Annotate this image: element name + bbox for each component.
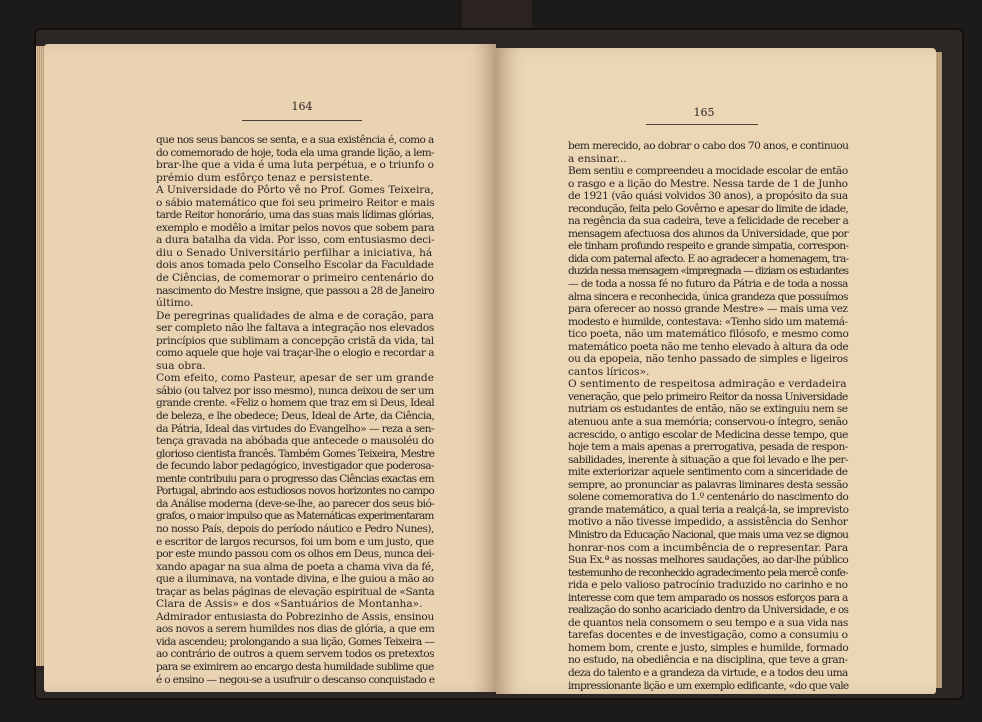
text-line: sempre, ao pronunciar as palavras liminares desta sessão [568, 478, 848, 491]
text-line: de Ciências, de comemorar o primeiro centenário do [156, 272, 434, 285]
right-page [496, 48, 936, 694]
text-line: tença gravada na abóbada que antecede o mausoléu do [156, 435, 434, 448]
left-page-number: 164 [291, 100, 313, 113]
text-line: Portugal, abrindo aos estudiosos novos horizontes no campo [156, 485, 434, 498]
left-page-body [156, 134, 434, 686]
text-line: traçar as belas páginas de elevação espiritual de «Santa [156, 585, 435, 598]
text-line: de 1921 (vão quási volvidos 30 anos), a propósito da sua [568, 190, 848, 203]
text-line: de fecundo labor pedagógico, investigador que poderosa- [156, 460, 434, 473]
text-line: De peregrinas qualidades de alma e de coração, para [156, 309, 434, 322]
text-line: impressionante lição e um exemplo edificante, «do que vale [568, 679, 849, 692]
left-page [44, 44, 496, 692]
text-line: deza do talento e a grandeza da virtude, e a todos deu uma [568, 666, 848, 679]
text-line: acrescido, o antigo escolar de Medicina desse tempo, que [568, 428, 848, 441]
text-line: veneração, que pelo primeiro Reitor da nossa Universidade [568, 390, 848, 403]
text-line: interesse com que tem amparado os nossos esforços para a [568, 591, 848, 604]
right-page-body [568, 140, 848, 692]
text-line: recondução, feita pelo Govêrno e apesar do limite de idade, [568, 202, 849, 215]
text-line: solene comemorativa do 1.º centenário do nascimento do [568, 491, 849, 504]
text-line: — de toda a nossa fé no futuro da Pátria e de toda a nossa [568, 278, 848, 291]
text-line: mensagem afectuosa dos alunos da Universidade, que por [568, 227, 848, 240]
text-line: glorioso cientista francês. Também Gomes Teixeira, Mestre [156, 447, 435, 460]
text-line: A Universidade do Pôrto vê no Prof. Gomes Teixeira, [156, 184, 434, 197]
text-line: tarde Reitor honorário, uma das suas mais lídimas glórias, [156, 209, 434, 222]
text-line: testemunho de reconhecido agradecimento pela mercê confe- [568, 566, 848, 579]
text-line: do comemorado de hoje, toda ela uma grande lição, a lem- [156, 146, 434, 159]
text-line: tico poeta, não um matemático filósofo, e mesmo como [568, 328, 849, 341]
text-line: ser completo não lhe faltava a integração nos elevados [156, 322, 434, 335]
text-line: que a iluminava, na vontade divina, e lhe guiou a mão ao [156, 573, 434, 586]
text-line: Sua Ex.ª as nossas melhores saudações, ao dar-lhe público [568, 554, 849, 567]
text-line: nascimento do Mestre insigne, que passou a 28 de Janeiro [156, 284, 434, 297]
text-line: ou da epopeia, não tenho passado de simples e ligeiros [568, 353, 848, 366]
right-header-rule [646, 124, 758, 125]
text-line: grafos, o maior impulso que as Matemáticas experimentaram [156, 510, 434, 523]
text-line: exemplo e modêlo a imitar pelos novos que sobem para [156, 221, 435, 234]
text-line: diu o Senado Universitário perfilhar a iniciativa, há [156, 246, 433, 259]
text-line: Clara de Assis» e dos «Santuários de Montanha». [156, 598, 423, 611]
text-line: alma sincera e reconhecida, única grandeza que possuímos [568, 290, 848, 303]
text-line: mente contribuiu para o progresso das Ciências exactas em [156, 472, 434, 485]
text-line: hoje tem a mais apenas a prerrogativa, pesada de respon- [568, 441, 848, 454]
text-line: mite exteriorizar aquele sentimento com a sinceridade de [568, 466, 848, 479]
text-line: duzida nessa mensagem «impregnada — diziam os estudantes [568, 265, 849, 278]
text-line: na regência da sua cadeira, teve a felicidade de receber a [568, 215, 849, 228]
text-line: por este mundo passou com os olhos em Deus, nunca dei- [156, 548, 435, 561]
text-line: último. [156, 297, 194, 310]
text-line: prémio dum esfôrço tenaz e persistente. [156, 171, 373, 184]
text-line: para oferecer ao nosso grande Mestre» — mais uma vez [568, 303, 848, 316]
text-line: homem bom, crente e justo, simples e humilde, formado [568, 641, 849, 654]
text-line: da Análise moderna (deve-se-lhe, ao parecer dos seus bió- [156, 497, 435, 510]
left-header-rule [242, 120, 362, 121]
text-line: honrar-nos com a incumbência de o representar. Para [568, 541, 849, 554]
text-line: motivo a não tivesse impedido, a assistência do Senhor [568, 516, 848, 529]
text-line: a ensinar... [568, 152, 627, 165]
text-line: princípios que sublimam a concepção cristã da vida, tal [156, 334, 434, 347]
text-line: o sábio matemático que foi seu primeiro Reitor e mais [156, 196, 435, 209]
text-line: bem merecido, ao dobrar o cabo dos 70 anos, e continuou [568, 140, 849, 152]
text-line: realização do sonho acariciado dentro da Universidade, e os [568, 604, 849, 617]
text-line: Ministro da Educação Nacional, que mais uma vez se dignou [568, 528, 849, 541]
text-line: é o ensino — negou-se a usufruir o descanso conquistado e [156, 673, 435, 686]
text-line: de beleza, e lhe obedece; Deus, Ideal de Arte, da Ciência, [156, 410, 435, 423]
text-line: modesto e humilde, contestava: «Tenho sido um matemá- [568, 315, 848, 328]
text-line: grande crente. «Feliz o homem que traz em si Deus, Ideal [156, 397, 435, 410]
text-line: sabilidades, inerente à situação a que foi levado e lhe per- [568, 453, 849, 466]
text-line: Admirador entusiasta do Pobrezinho de Assis, ensinou [156, 610, 435, 623]
text-line: de quantos nela consomem o seu tempo e a sua vida nas [568, 616, 848, 629]
text-line: da Pátria, Ideal das virtudes do Evangelho» — reza a sen- [156, 422, 434, 435]
right-page-number: 165 [693, 106, 715, 119]
text-line: rida e pelo valioso patrocínio traduzido no carinho e no [568, 579, 848, 592]
text-line: xando apagar na sua alma de poeta a chama viva da fé, [156, 560, 434, 573]
text-line: ele tinham profundo respeito e grande simpatia, correspon- [568, 240, 849, 253]
text-line: ao contrário de outros a quem servem todos os pretextos [156, 648, 435, 661]
text-line: tarefas docentes e de investigação, como a consumiu o [568, 629, 848, 642]
text-line: O sentimento de respeitosa admiração e verdadeira [568, 378, 847, 391]
text-line: cantos líricos». [568, 365, 650, 378]
text-line: que nos seus bancos se senta, e a sua existência é, como a [156, 134, 434, 146]
text-line: dois anos tomada pelo Conselho Escolar da Faculdade [156, 259, 434, 272]
text-line: dida com paternal afecto. E ao agradecer a homenagem, tra- [568, 252, 849, 265]
text-line: como aquele que hoje vai traçar-lhe o elogio e recordar a [156, 347, 435, 360]
text-line: e escritor de largos recursos, foi um bom e um justo, que [156, 535, 434, 548]
text-line: vida ascendeu; prolongando a sua lição, Gomes Teixeira — [156, 635, 435, 648]
text-line: sábio (ou talvez por isso mesmo), nunca deixou de ser um [156, 384, 434, 397]
text-line: grande matemático, a qual teria a realçá-la, se imprevisto [568, 503, 849, 516]
text-line: no estudo, na obediência e na disciplina, que teve a gran- [568, 654, 848, 667]
text-line: no nosso País, depois do período náutico e Pedro Nunes), [156, 522, 434, 535]
text-line: sua obra. [156, 359, 206, 372]
text-line: aos novos a serem humildes nos dias de glória, a que em [156, 623, 435, 636]
text-line: nutriam os estudantes de então, não se extinguiu nem se [568, 403, 848, 416]
text-line: Com efeito, como Pasteur, apesar de ser um grande [156, 372, 434, 385]
text-line: para se eximirem ao encargo desta humildade sublime que [156, 660, 434, 673]
text-line: a dura batalha da vida. Por isso, com entusiasmo deci- [156, 234, 435, 247]
text-line: atenuou ante a sua memória; conservou-o íntegro, senão [568, 416, 848, 429]
text-line: Bem sentiu e compreendeu a mocidade escolar de então [568, 165, 848, 178]
text-line: brar-lhe que a vida é uma luta perpétua, e o triunfo o [156, 159, 434, 172]
text-line: o rasgo e a lição do Mestre. Nessa tarde de 1 de Junho [568, 177, 848, 190]
text-line: matemático poeta não me tenho elevado à altura da ode [568, 340, 849, 353]
